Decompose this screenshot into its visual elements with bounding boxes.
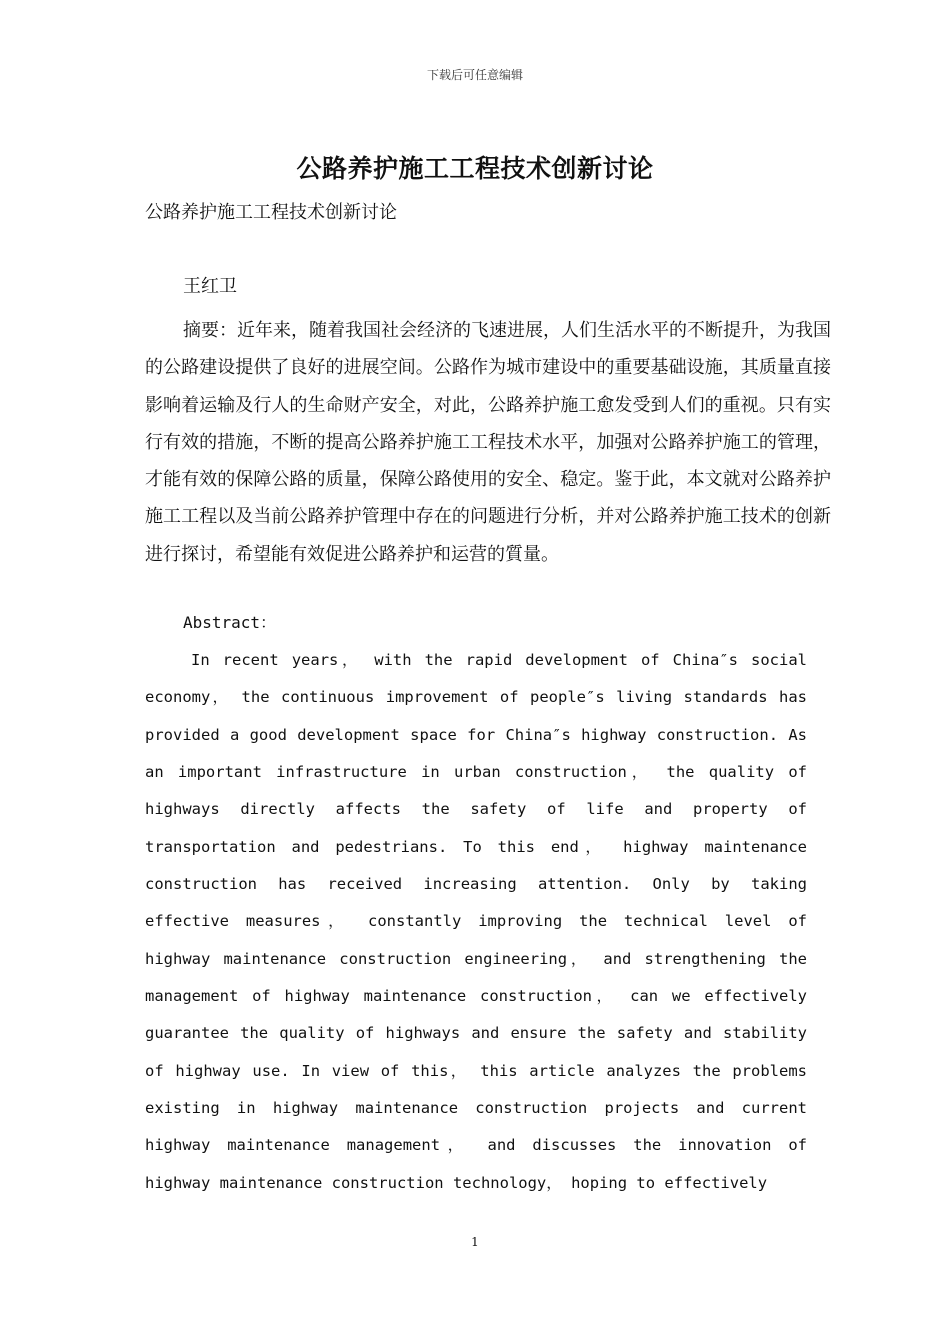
document-title: 公路养护施工工程技术创新讨论 [296, 154, 654, 183]
page-number: 1 [471, 1235, 479, 1249]
abstract-chinese: 摘要：近年来，随着我国社会经济的飞速进展，人们生活水平的不断提升，为我国的公路建设提供了良好的进展空间。公路作为城市建设中的重要基础设施，其质量直接影响着运输及行人的生命财产安全，对此，公路养护施工愈发受到人们的重视。只有实行有效的措施，不断的提高公路养护施工工程技术水平，加强对公路养护施工的管理，才能有效的保障公路的质量，保障公路使用的安全、稳定。鉴于此，本文就对公路养护施工工程以及当前公路养护管理中存在的问题进行分析，并对公路养护施工技术的创新进行探讨，希望能有效促进公路养护和运营的質量。 [145, 320, 831, 565]
author-name: 王红卫 [183, 276, 237, 297]
document-subtitle: 公路养护施工工程技术创新讨论 [145, 202, 397, 223]
abstract-english-label: Abstract： [183, 613, 277, 632]
page-header-note: 下载后可任意编辑 [426, 68, 523, 82]
abstract-english: In recent years， with the rapid development of China″s social economy， the continuous improvement of people″s living standards has provided a good development space for China″s highway construction. As an important infrastructure in urban construction， the quality of highways directly affects the safety of life and property of transportation and pedestrians. To this end， highway maintenance construction has received increasing attention. Only by taking effective measures， constantly improving the technical level of highway maintenance construction engineering， and strengthening the management of highway maintenance construction， can we effectively guarantee the quality of highways and ensure the safety and stability of highway use. In view of this， this article analyzes the problems existing in highway maintenance construction projects and current highway maintenance management， and discusses the innovation of highway maintenance construction technology， hoping to effectively [145, 651, 807, 1192]
